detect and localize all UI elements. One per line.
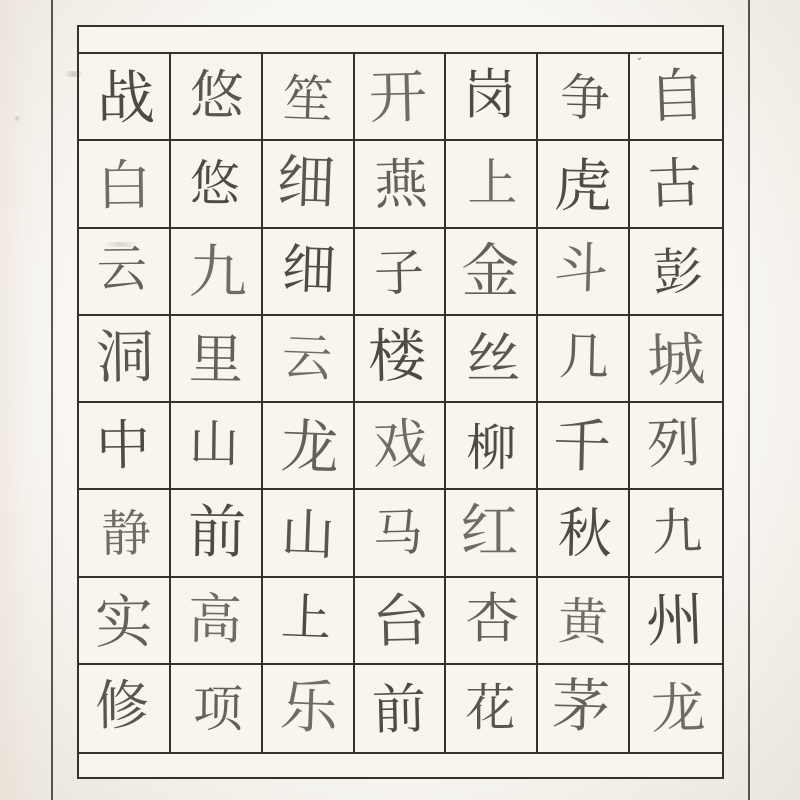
hanzi-character: 子 — [373, 243, 426, 303]
hanzi-character: 龙 — [279, 411, 340, 482]
grid-cell-r8c2 — [171, 665, 263, 752]
hanzi-character: 几 — [558, 327, 610, 388]
hanzi-character: 斗 — [553, 236, 610, 301]
grid-cell-r4c7 — [630, 316, 722, 403]
hanzi-character: 悠 — [189, 63, 245, 127]
hanzi-character: 马 — [372, 503, 425, 563]
grid-cell-r8c5 — [446, 665, 538, 752]
grid-cell-r4c3 — [263, 316, 355, 403]
grid-cell-r2c6 — [538, 141, 630, 228]
grid-cell-r7c3 — [263, 578, 355, 665]
hanzi-character: 花 — [465, 679, 516, 738]
grid-cell-r1c2 — [171, 54, 263, 141]
grid-cell-r2c3 — [263, 141, 355, 228]
hanzi-character: 楼 — [367, 321, 428, 392]
grid-cell-r5c5 — [446, 403, 538, 490]
hanzi-character: 里 — [188, 328, 244, 392]
frame-footer-band — [79, 754, 722, 775]
hanzi-character: 城 — [645, 325, 707, 396]
hanzi-character: 列 — [645, 410, 703, 476]
grid-cell-r3c4 — [355, 229, 447, 316]
grid-cell-r1c4 — [355, 54, 447, 141]
hanzi-character: 戏 — [372, 411, 429, 477]
grid-cell-r3c2 — [171, 229, 263, 316]
grid-cell-r8c4 — [355, 665, 447, 752]
grid-cell-r6c7 — [630, 490, 722, 577]
grid-cell-r5c6 — [538, 403, 630, 490]
grid-cell-r4c1 — [79, 316, 171, 403]
grid-cell-r1c3 — [263, 54, 355, 141]
grid-cell-r8c6 — [538, 665, 630, 752]
hanzi-character: 杏 — [465, 587, 520, 651]
grid-cell-r6c2 — [171, 490, 263, 577]
grid-cell-r2c4 — [355, 141, 447, 228]
hanzi-character: 修 — [94, 674, 150, 738]
grid-cell-r5c1 — [79, 403, 171, 490]
grid-cell-r6c5 — [446, 490, 538, 577]
grid-cell-r6c1 — [79, 490, 171, 577]
grid-cell-r4c6 — [538, 316, 630, 403]
grid-cell-r6c4 — [355, 490, 447, 577]
grid-cell-r8c1 — [79, 665, 171, 752]
grid-cell-r3c3 — [263, 229, 355, 316]
hanzi-character: 自 — [646, 60, 708, 131]
hanzi-character: 项 — [192, 680, 244, 739]
page-margin-line-right — [748, 0, 750, 800]
hanzi-character: 前 — [187, 497, 247, 567]
grid-cell-r2c1 — [79, 141, 171, 228]
grid-cell-r7c2 — [171, 578, 263, 665]
grid-cell-r2c2 — [171, 141, 263, 228]
hanzi-character: 山 — [188, 414, 240, 473]
hanzi-character: 开 — [368, 61, 429, 132]
hanzi-character: 战 — [96, 63, 156, 132]
grid-cell-r5c4 — [355, 403, 447, 490]
hanzi-character: 乐 — [278, 672, 339, 743]
hanzi-character: 台 — [371, 586, 432, 656]
hanzi-character: 云 — [280, 328, 333, 389]
grid-cell-r4c2 — [171, 316, 263, 403]
grid-cell-r6c6 — [538, 490, 630, 577]
hanzi-character: 细 — [275, 146, 336, 217]
grid-cell-r5c2 — [171, 403, 263, 490]
hanzi-character: 实 — [94, 587, 154, 657]
grid-cell-r7c1 — [79, 578, 171, 665]
grid-cell-r3c7 — [630, 229, 722, 316]
hanzi-character: 龙 — [649, 676, 707, 742]
grid-cell-r2c5 — [446, 141, 538, 228]
hanzi-character: 燕 — [373, 152, 430, 217]
stray-pen-mark: ˇ — [635, 56, 645, 73]
grid-cell-r4c4 — [355, 316, 447, 403]
page-margin-line-left — [51, 0, 53, 800]
hanzi-character: 丝 — [466, 327, 521, 391]
hanzi-character: 茅 — [551, 671, 612, 742]
grid-cell-r7c7 — [630, 578, 722, 665]
grid-cell-r2c7 — [630, 141, 722, 228]
hanzi-character: 千 — [552, 410, 613, 481]
hanzi-character: 金 — [461, 237, 520, 306]
grid-cell-r4c5 — [446, 316, 538, 403]
hanzi-character: 秋 — [557, 501, 613, 566]
grid-cell-r6c3 — [263, 490, 355, 577]
hanzi-character: 云 — [96, 239, 148, 299]
hanzi-character: 古 — [646, 150, 704, 216]
hanzi-character: 州 — [644, 585, 706, 656]
hanzi-character: 柳 — [466, 418, 517, 477]
hanzi-character: 争 — [559, 68, 611, 128]
grid-cell-r1c5 — [446, 54, 538, 141]
grid-cell-r1c7 — [630, 54, 722, 141]
grid-cell-r1c1 — [79, 54, 171, 141]
hanzi-character: 上 — [279, 588, 332, 648]
grid-cell-r7c4 — [355, 578, 447, 665]
hanzi-character: 上 — [467, 153, 518, 212]
hanzi-character: 中 — [95, 413, 151, 477]
hanzi-character: 白 — [96, 153, 152, 218]
hanzi-character: 红 — [460, 496, 519, 565]
character-grid — [79, 54, 722, 754]
grid-cell-r1c6 — [538, 54, 630, 141]
grid-cell-r3c6 — [538, 229, 630, 316]
hanzi-character: 前 — [371, 677, 428, 743]
grid-cell-r7c6 — [538, 578, 630, 665]
hanzi-character: 洞 — [95, 323, 155, 392]
hanzi-character: 岗 — [462, 62, 517, 126]
paper-speck — [12, 116, 22, 121]
hanzi-character: 虎 — [553, 151, 613, 221]
hanzi-character: 彭 — [652, 242, 705, 302]
grid-cell-r8c7 — [630, 665, 722, 752]
hanzi-character: 黄 — [557, 592, 609, 652]
hanzi-character: 笙 — [281, 68, 334, 129]
grid-cell-r3c1 — [79, 229, 171, 316]
hanzi-character: 山 — [279, 501, 336, 567]
frame-header-band — [79, 27, 722, 54]
hanzi-character: 高 — [187, 587, 243, 652]
hanzi-character: 悠 — [189, 154, 241, 214]
grid-cell-r7c5 — [446, 578, 538, 665]
grid-cell-r3c5 — [446, 229, 538, 316]
hanzi-character: 细 — [280, 237, 337, 303]
hanzi-character: 静 — [100, 504, 152, 564]
grid-cell-r8c3 — [263, 665, 355, 752]
hanzi-character: 九 — [650, 501, 704, 562]
grid-cell-r5c3 — [263, 403, 355, 490]
practice-grid-frame — [77, 25, 724, 779]
hanzi-character: 九 — [188, 237, 248, 307]
grid-cell-r5c7 — [630, 403, 722, 490]
